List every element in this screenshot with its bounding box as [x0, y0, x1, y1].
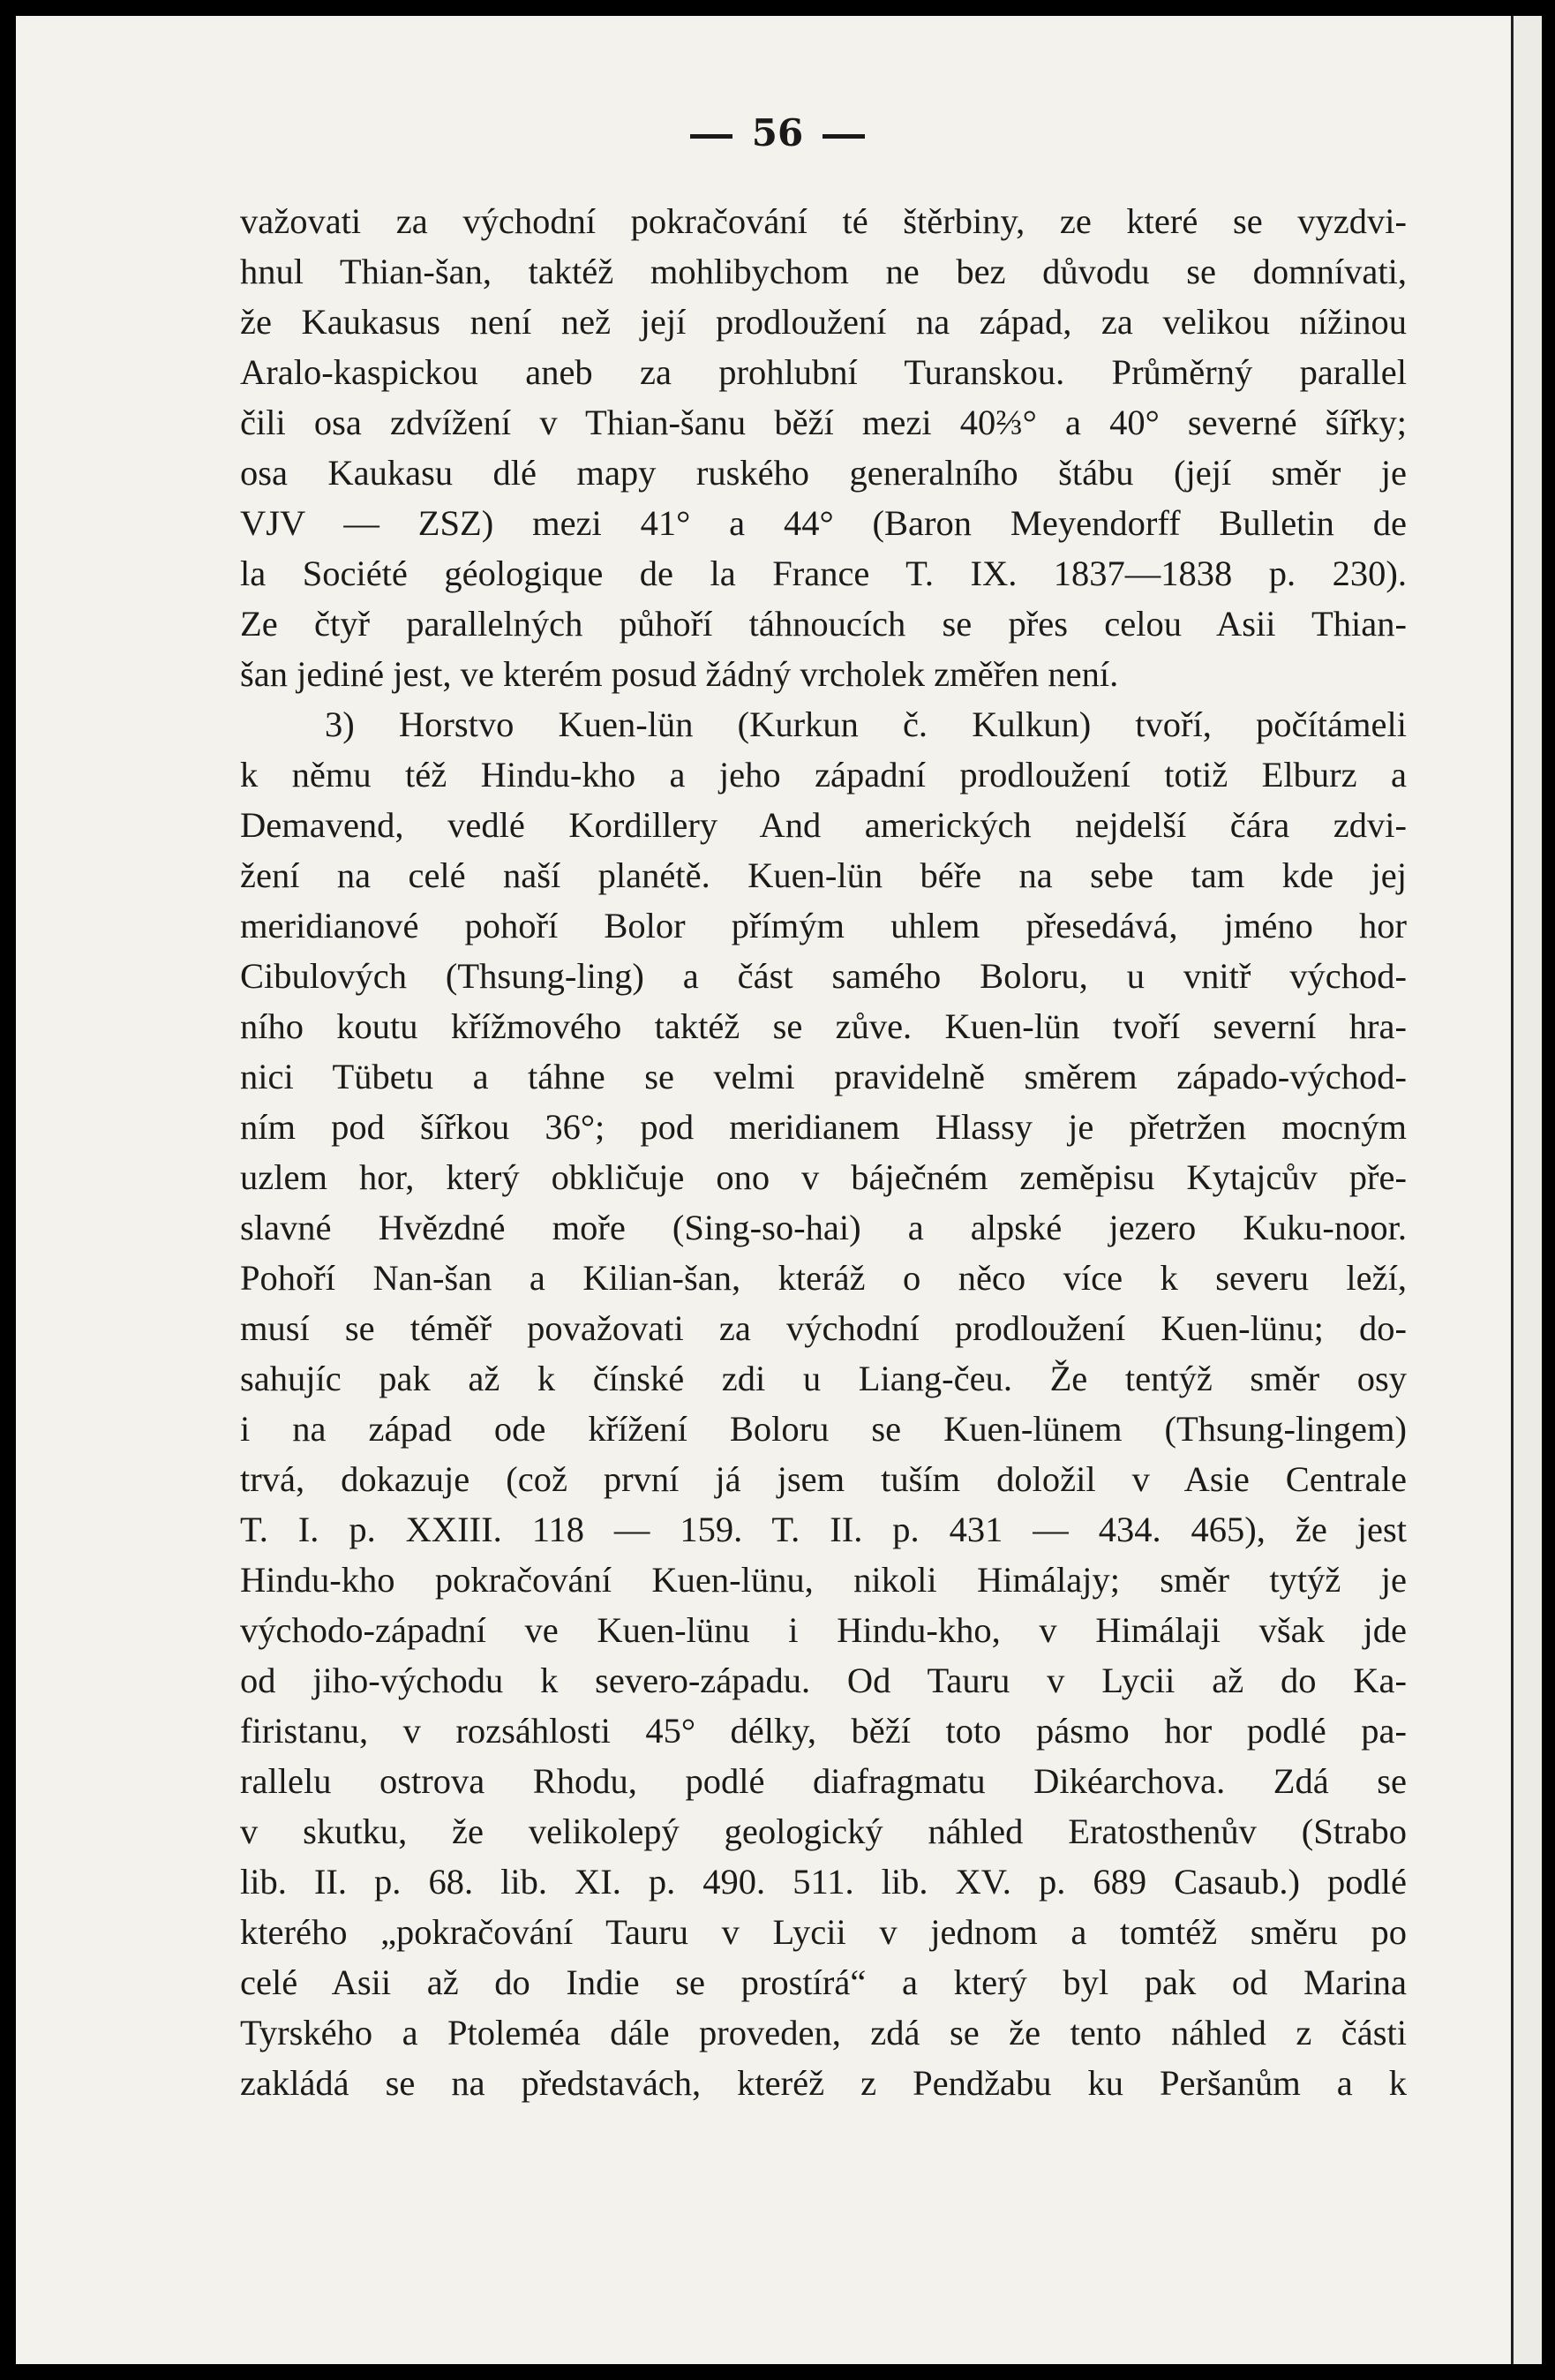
text-line: sahujíc pak až k čínské zdi u Liang-čeu. Že tentýž směr osy — [240, 1359, 1407, 1398]
text-line: k němu též Hindu-kho a jeho západní prodloužení totiž Elburz a — [240, 755, 1407, 795]
page-gutter — [1511, 16, 1542, 2364]
text-line: Aralo-kaspickou aneb za prohlubní Turanskou. Průměrný parallel — [240, 352, 1407, 392]
text-line: kterého „pokračování Tauru v Lycii v jednom a tomtéž směru po — [240, 1912, 1407, 1952]
text-line: Pohoří Nan-šan a Kilian-šan, kteráž o něco více k severu leží, — [240, 1258, 1407, 1298]
text-line: celé Asii až do Indie se prostírá“ a který byl pak od Marina — [240, 1962, 1407, 2002]
text-line: rallelu ostrova Rhodu, podlé diafragmatu Dikéarchova. Zdá se — [240, 1761, 1407, 1801]
text-line: T. I. p. XXIII. 118 — 159. T. II. p. 431 — 434. 465), že jest — [240, 1510, 1407, 1549]
text-line: i na západ ode křížení Boloru se Kuen-lünem (Thsung-lingem) — [240, 1409, 1407, 1449]
text-line: lib. II. p. 68. lib. XI. p. 490. 511. lib. XV. p. 689 Casaub.) podlé — [240, 1862, 1407, 1902]
text-line: v skutku, že velikolepý geologický náhled Eratosthenův (Strabo — [240, 1811, 1407, 1851]
text-line: čili osa zdvížení v Thian-šanu běží mezi 40⅔° a 40° severné šířky; — [240, 403, 1407, 442]
text-line: nici Tübetu a táhne se velmi pravidelně směrem západo-východ- — [240, 1057, 1407, 1096]
paragraph-start-line: 3) Horstvo Kuen-lün (Kurkun č. Kulkun) tvoří, počítámeli — [325, 704, 1407, 744]
text-line: Cibulových (Thsung-ling) a část samého Boloru, u vnitř východ- — [240, 956, 1407, 996]
text-line: trvá, dokazuje (což první já jsem tuším doložil v Asie Centrale — [240, 1459, 1407, 1499]
text-line: la Société géologique de la France T. IX. 1837—1838 p. 230). — [240, 554, 1407, 593]
text-line: hnul Thian-šan, taktéž mohlibychom ne bez důvodu se domnívati, — [240, 252, 1407, 291]
text-line: od jiho-východu k severo-západu. Od Tauru v Lycii až do Ka- — [240, 1661, 1407, 1700]
text-line: VJV — ZSZ) mezi 41° a 44° (Baron Meyendorff Bulletin de — [240, 503, 1407, 543]
text-line: zakládá se na představách, kteréž z Pendžabu ku Peršanům a k — [240, 2063, 1407, 2103]
text-line: slavné Hvězdné moře (Sing-so-hai) a alpské jezero Kuku-noor. — [240, 1208, 1407, 1247]
text-line: firistanu, v rozsáhlosti 45° délky, běží toto pásmo hor podlé pa- — [240, 1711, 1407, 1751]
header-left-dash — [690, 134, 732, 139]
text-line: Demavend, vedlé Kordillery And amerických nejdelší čára zdvi- — [240, 805, 1407, 845]
text-line: ním pod šířkou 36°; pod meridianem Hlassy je přetržen mocným — [240, 1107, 1407, 1147]
text-line: Tyrského a Ptoleméa dále proveden, zdá se že tento náhled z části — [240, 2013, 1407, 2052]
text-line: osa Kaukasu dlé mapy ruského generalního štábu (její směr je — [240, 453, 1407, 493]
text-line: východo-západní ve Kuen-lünu i Hindu-kho, v Himálaji však jde — [240, 1610, 1407, 1650]
text-line: musí se téměř považovati za východní prodloužení Kuen-lünu; do- — [240, 1308, 1407, 1348]
text-line: žení na celé naší planétě. Kuen-lün béře na sebe tam kde jej — [240, 855, 1407, 895]
text-line: šan jediné jest, ve kterém posud žádný vrcholek změřen není. — [240, 654, 1119, 694]
page-header — [0, 111, 1555, 154]
body-text — [240, 196, 1407, 2108]
header-right-dash — [823, 134, 865, 139]
text-line: uzlem hor, který obkličuje ono v báječném zeměpisu Kytajcův pře- — [240, 1157, 1407, 1197]
text-line: že Kaukasus není než její prodloužení na západ, za velikou nížinou — [240, 302, 1407, 342]
text-line: važovati za východní pokračování té štěrbiny, ze které se vyzdvi- — [240, 201, 1407, 241]
text-line: ního koutu křížmového taktéž se zůve. Kuen-lün tvoří severní hra- — [240, 1006, 1407, 1046]
text-line: meridianové pohoří Bolor přímým uhlem přesedává, jméno hor — [240, 906, 1407, 945]
text-line: Hindu-kho pokračování Kuen-lünu, nikoli Himálajy; směr tytýž je — [240, 1560, 1407, 1600]
text-line: Ze čtyř parallelných půhoří táhnoucích se přes celou Asii Thian- — [240, 604, 1407, 644]
page-number: 56 — [751, 111, 804, 154]
